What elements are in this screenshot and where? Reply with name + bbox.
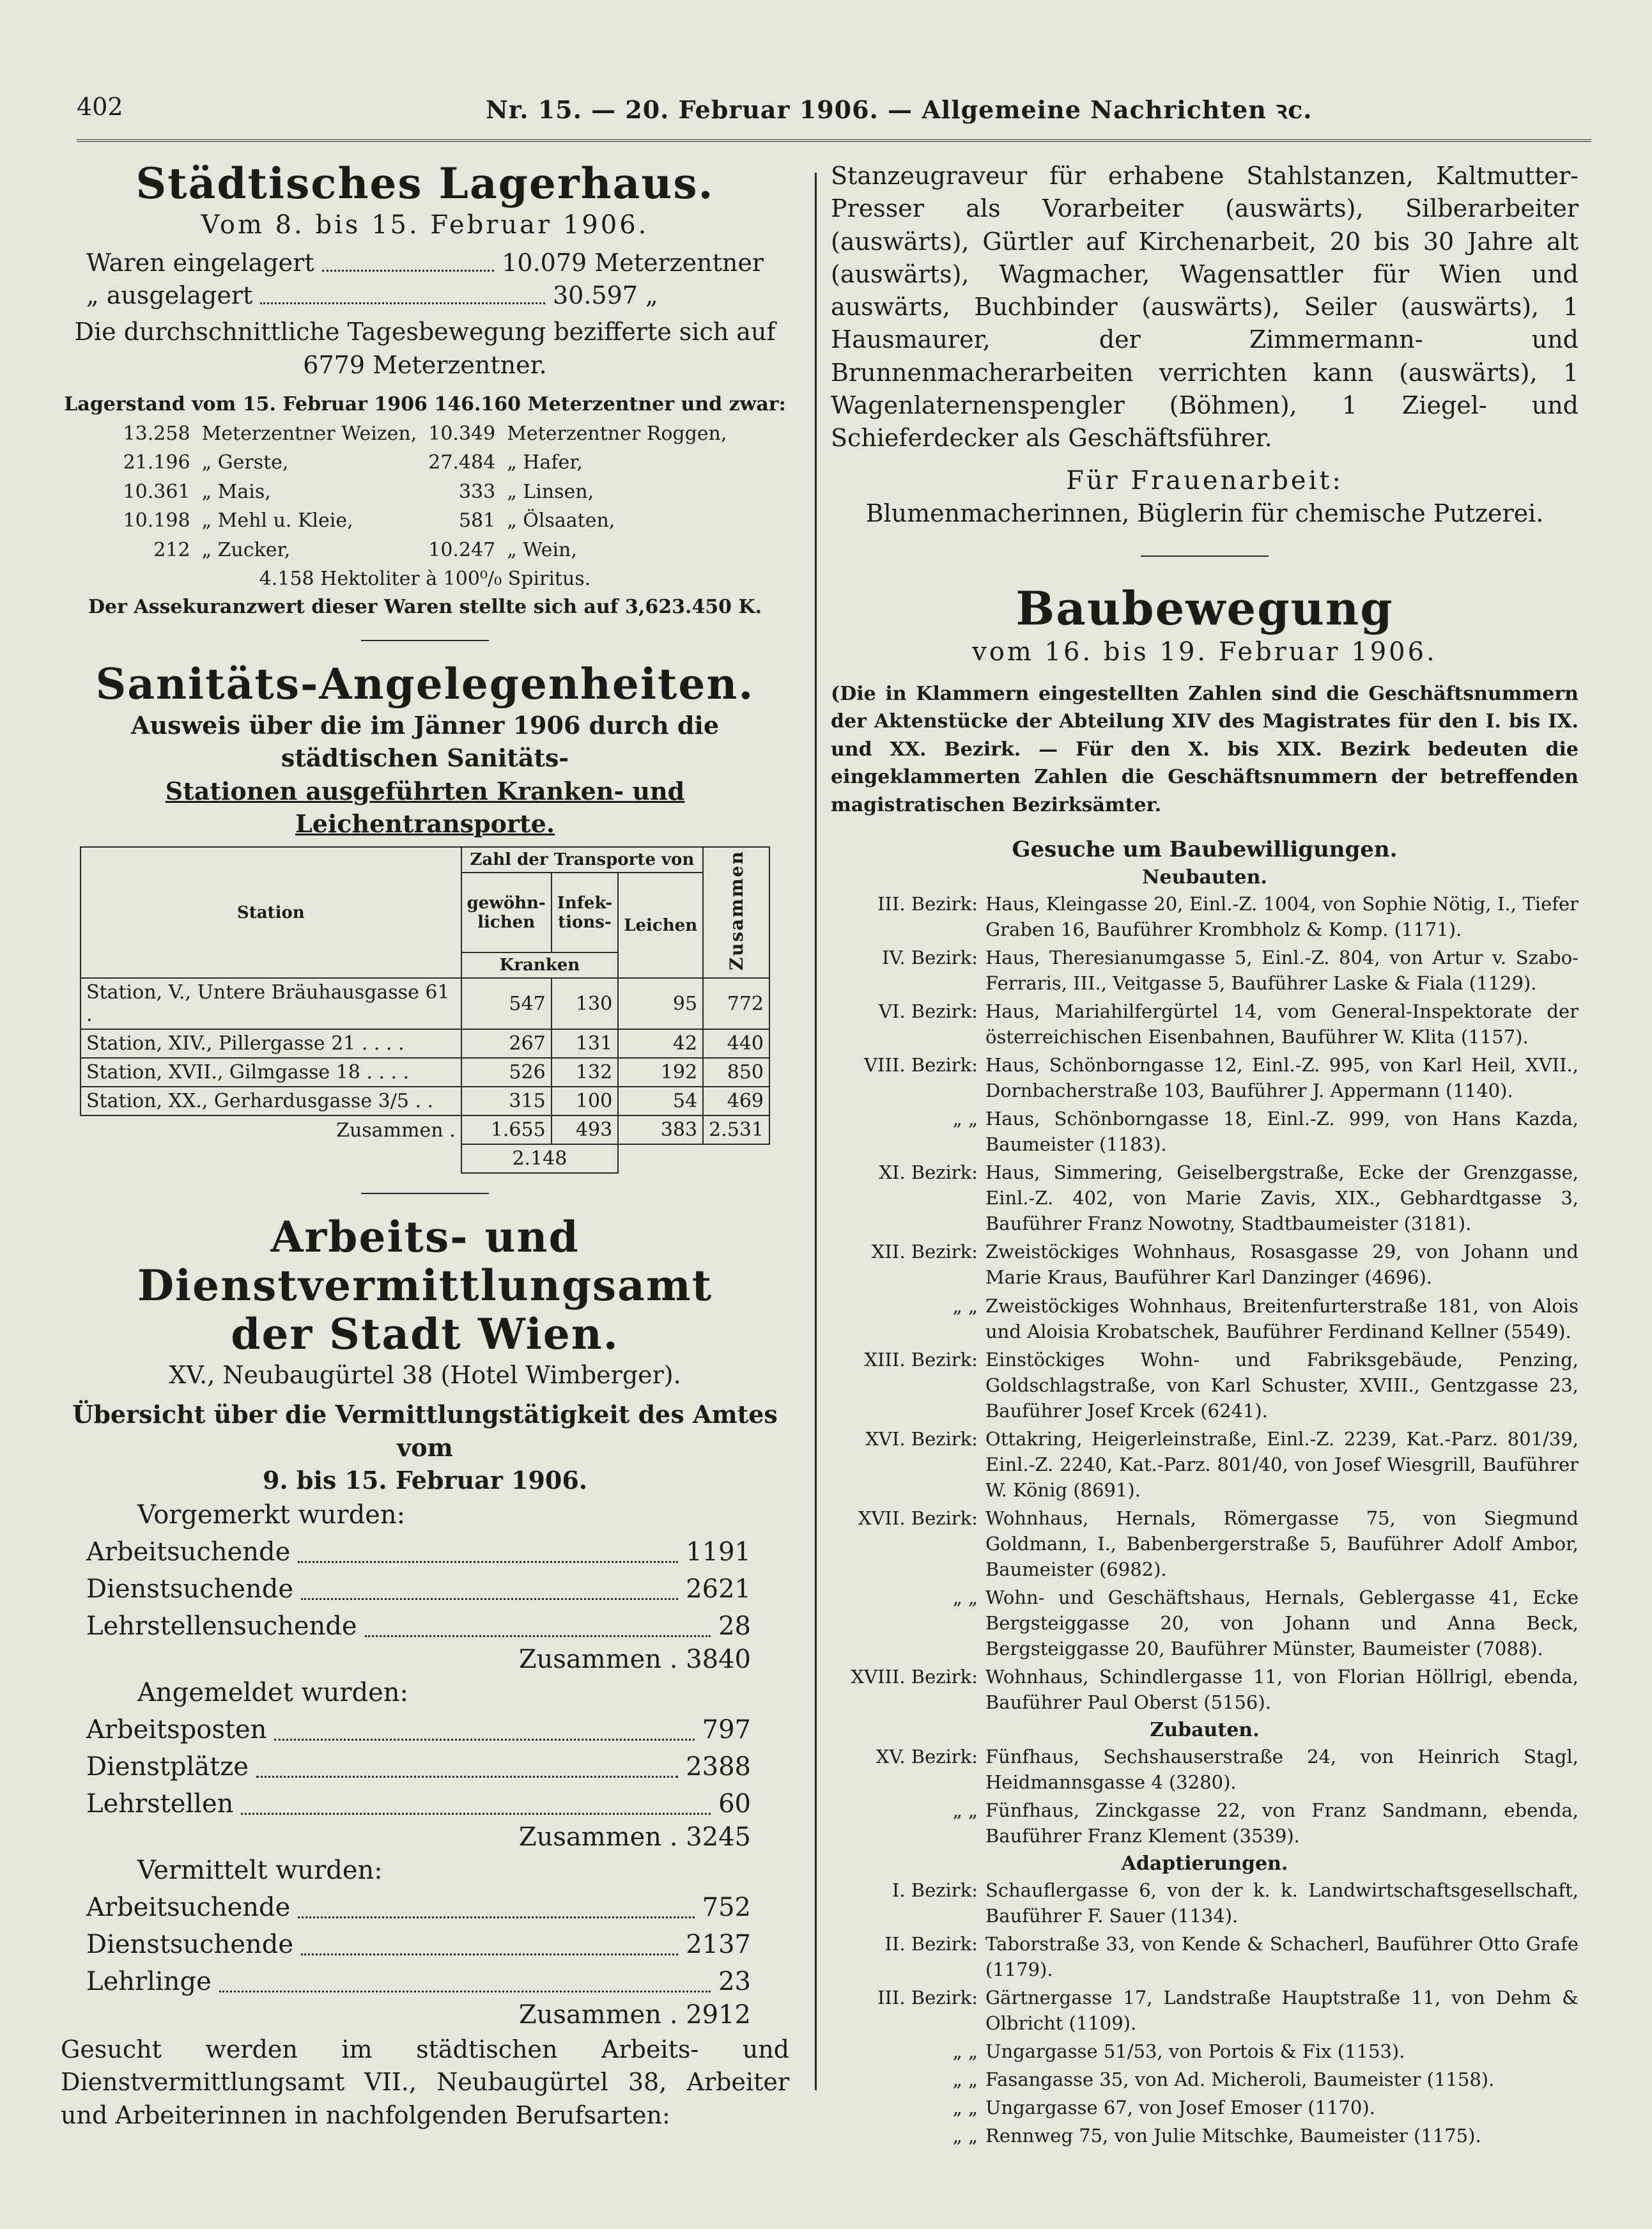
list-item <box>831 1664 1579 1715</box>
stat-label: Arbeitsposten <box>86 1715 267 1745</box>
list-item <box>831 945 1579 996</box>
entry-text: Haus, Theresianumgasse 5, Einl.-Z. 804, von Artur v. Szabo-Ferraris, III., Veitgasse 5, Bauführer Laske & Fiala (1129). <box>985 947 1579 995</box>
sanitaet-title: Sanitäts-Angelegenheiten. <box>95 659 755 710</box>
table-row <box>81 1029 769 1058</box>
col-inf-header: Infek-tions- <box>552 873 619 952</box>
district-label: XIII. Bezirk: <box>864 1348 978 1371</box>
arbeitsamt-overview-1: Übersicht über die Vermittlungstätigkeit des Amtes vom <box>72 1400 778 1462</box>
table-cell: 772 <box>703 978 769 1029</box>
list-item <box>831 1106 1579 1157</box>
lagerhaus-out-value: 30.597 „ <box>553 281 658 310</box>
stat-value: 2621 <box>686 1574 751 1604</box>
table-cell: 130 <box>552 978 619 1029</box>
stock-row <box>118 478 732 506</box>
list-item <box>831 1293 1579 1344</box>
district-label: VI. Bezirk: <box>878 1000 978 1023</box>
list-item <box>831 1505 1579 1582</box>
stat-row <box>86 1608 751 1645</box>
list-item <box>831 1744 1579 1795</box>
entry-text: Gärtnergasse 17, Landstraße Hauptstraße 11, von Dehm & Olbricht (1109). <box>985 1986 1579 2034</box>
list-item <box>831 2123 1579 2148</box>
district-label: XVII. Bezirk: <box>858 1507 978 1529</box>
dot-leader <box>241 1785 711 1815</box>
entry-text: Haus, Schönborngasse 18, Einl.-Z. 999, von Hans Kazda, Baumeister (1183). <box>985 1108 1579 1156</box>
district-label: I. Bezirk: <box>892 1879 978 1901</box>
lagerhaus-stock-table <box>117 419 734 566</box>
baubewegung-section <box>831 582 1579 2148</box>
dot-leader <box>301 1926 678 1955</box>
col-gew-header: gewöhn-lichen <box>461 873 552 952</box>
entry-text: Wohnhaus, Schindlergasse 11, von Florian Höllrigl, ebenda, Bauführer Paul Oberst (5156). <box>985 1665 1579 1713</box>
entry-text: Zweistöckiges Wohnhaus, Rosasgasse 29, von Johann und Marie Kraus, Bauführer Karl Danzinger (4696). <box>985 1241 1579 1289</box>
women-text: Blumenmacherinnen, Büglerin für chemische Putzerei. <box>865 499 1544 527</box>
lagerhaus-period: Vom 8. bis 15. Februar 1906. <box>201 210 649 240</box>
total-inf: 493 <box>552 1115 619 1144</box>
table-cell: 192 <box>618 1058 703 1087</box>
entry-text: Fünfhaus, Zinckgasse 22, von Franz Sandmann, ebenda, Bauführer Franz Klement (3539). <box>985 1799 1579 1847</box>
district-label: „ „ <box>952 1799 978 1821</box>
stock-cell: 21.196 <box>123 451 190 474</box>
table-cell: 42 <box>618 1029 703 1058</box>
district-label: XI. Bezirk: <box>879 1161 978 1184</box>
table-cell: 54 <box>618 1087 703 1115</box>
district-label: III. Bezirk: <box>877 893 978 915</box>
stat-value: 2388 <box>686 1752 751 1782</box>
stat-label: Dienstsuchende <box>86 1574 294 1604</box>
stat-value: 752 <box>702 1893 751 1923</box>
stat-total: Zusammen . 3245 <box>518 1822 751 1852</box>
arbeitsamt-title-1: Arbeits- und Dienstvermittlungsamt <box>137 1212 713 1311</box>
entry-text: Zweistöckiges Wohnhaus, Breitenfurterstraße 181, von Alois und Aloisia Krobatschek, Bauführer Ferdinand Kellner (5549). <box>985 1294 1579 1342</box>
list-item <box>831 1798 1579 1849</box>
entry-text: Schauflergasse 6, von der k. k. Landwirtschaftsgesellschaft, Bauführer F. Sauer (1134). <box>985 1879 1579 1927</box>
table-cell: Station, XVII., Gilmgasse 18 . . . . <box>81 1058 461 1087</box>
stock-cell: Meterzentner Roggen, <box>507 422 727 445</box>
entry-text: Wohnhaus, Hernals, Römergasse 75, von Siegmund Goldmann, I., Babenbergerstraße 5, Bauführer Adolf Ambor, Baumeister (6982). <box>985 1507 1579 1580</box>
zubauten-title: Zubauten. <box>1150 1718 1260 1741</box>
lagerhaus-daily-1: Die durchschnittliche Tagesbewegung bezifferte sich auf <box>74 318 776 346</box>
stock-cell: 13.258 <box>123 422 190 445</box>
dot-leader <box>274 1711 694 1741</box>
lagerhaus-in-row <box>86 247 764 279</box>
table-cell: 850 <box>703 1058 769 1087</box>
stock-cell: „ Zucker, <box>201 538 291 561</box>
dot-leader <box>260 279 545 304</box>
stat-heading: Angemeldet wurden: <box>137 1678 409 1708</box>
stock-cell: „ Ölsaaten, <box>507 509 615 532</box>
kranken-sum: 2.148 <box>461 1144 619 1173</box>
arbeitsamt-overview-2: 9. bis 15. Februar 1906. <box>262 1465 588 1495</box>
lagerhaus-insurance: Der Assekuranzwert dieser Waren stellte sich auf 3,623.450 K. <box>88 595 762 618</box>
col-leichen-header: Leichen <box>618 873 703 978</box>
stock-cell: „ Hafer, <box>507 451 583 474</box>
list-item <box>831 2067 1579 2092</box>
table-cell: 95 <box>618 978 703 1029</box>
entry-text: Fasangasse 35, von Ad. Micheroli, Baumeister (1158). <box>985 2068 1495 2090</box>
stat-row <box>86 1571 751 1608</box>
neubauten-list <box>831 891 1579 1714</box>
adapt-title: Adaptierungen. <box>1121 1852 1288 1875</box>
dot-leader <box>322 247 495 272</box>
column-rule <box>815 173 817 2090</box>
sanitaet-section <box>61 660 789 1174</box>
stock-cell: „ Mehl u. Kleie, <box>201 509 353 532</box>
sanitaet-table <box>80 846 770 1174</box>
stat-label: Arbeitsuchende <box>86 1893 291 1923</box>
stock-cell: 10.247 <box>428 538 496 561</box>
adapt-list <box>831 1877 1579 2148</box>
arbeitsamt-section <box>61 1213 789 2132</box>
entry-text: Rennweg 75, von Julie Mitschke, Baumeister (1175). <box>985 2124 1481 2147</box>
table-row <box>81 1058 769 1087</box>
list-item <box>831 1239 1579 1290</box>
dot-leader <box>256 1748 678 1778</box>
table-cell: 267 <box>461 1029 552 1058</box>
district-label: XVI. Bezirk: <box>865 1427 978 1450</box>
stat-value: 60 <box>718 1789 751 1819</box>
stat-label: Dienstsuchende <box>86 1930 294 1960</box>
total-zus: 2.531 <box>703 1115 769 1144</box>
stat-label: Arbeitsuchende <box>86 1537 291 1567</box>
table-cell: 469 <box>703 1087 769 1115</box>
district-label: „ „ <box>952 2068 978 2090</box>
district-label: „ „ <box>952 1108 978 1130</box>
lagerhaus-section <box>61 160 789 621</box>
table-cell: 100 <box>552 1087 619 1115</box>
lagerhaus-spiritus: 4.158 Hektoliter à 100⁰/₀ Spiritus. <box>259 568 591 591</box>
section-divider <box>1141 555 1269 557</box>
list-item <box>831 1347 1579 1424</box>
table-total-row <box>81 1115 769 1144</box>
total-leichen: 383 <box>618 1115 703 1144</box>
arbeitsamt-stats <box>61 1500 789 2030</box>
district-label: IV. Bezirk: <box>882 947 978 969</box>
list-item <box>831 2039 1579 2064</box>
header-rule <box>77 139 1591 142</box>
table-cell: Station, XIV., Pillergasse 21 . . . . <box>81 1029 461 1058</box>
arbeitsamt-closing: Gesucht werden im städtischen Arbeits- und Dienstvermittlungsamt VII., Neubaugürtel 38, Arbeiter und Arbeiterinnen in nachfolgenden Berufsarten: <box>61 2035 789 2129</box>
running-title: Nr. 15. — 20. Februar 1906. — Allgemeine Nachrichten ꝛc. <box>486 95 1313 124</box>
stock-cell: „ Mais, <box>201 480 271 503</box>
entry-text: Fünfhaus, Sechshauserstraße 24, von Heinrich Stagl, Heidmannsgasse 4 (3280). <box>985 1745 1579 1793</box>
entry-text: Ungargasse 51/53, von Portois & Fix (1153). <box>985 2040 1405 2062</box>
district-label: III. Bezirk: <box>877 1986 978 2008</box>
district-label: „ „ <box>952 2040 978 2062</box>
stat-value: 23 <box>718 1967 751 1997</box>
women-heading: Für Frauenarbeit: <box>1066 465 1343 495</box>
col-station-header: Station <box>81 847 461 978</box>
stock-cell: 10.349 <box>428 422 496 445</box>
table-cell: Station, XX., Gerhardusgasse 3/5 . . <box>81 1087 461 1115</box>
sanitaet-subtitle-1: Ausweis über die im Jänner 1906 durch die städtischen Sanitäts- <box>130 710 720 773</box>
table-row <box>81 1087 769 1115</box>
list-item <box>831 998 1579 1050</box>
district-label: VIII. Bezirk: <box>864 1054 978 1076</box>
district-label: XVIII. Bezirk: <box>851 1665 978 1688</box>
stat-row <box>86 1963 751 2000</box>
stock-cell: 10.361 <box>123 480 190 503</box>
list-item <box>831 1052 1579 1103</box>
dot-leader <box>365 1608 711 1637</box>
arbeitsamt-address: XV., Neubaugürtel 38 (Hotel Wimberger). <box>169 1360 681 1389</box>
left-column <box>61 160 789 2132</box>
jobs-list: Stanzeugraveur für erhabene Stahlstanzen, Kaltmutter-Presser als Vorarbeiter (auswärts), Silberarbeiter (auswärts), Gürtler auf Kirchenarbeit, 20 bis 30 Jahre alt (auswärts), Wagmacher, Wagensattler für Wien und auswärts, Buchbinder (auswärts), Seiler (auswärts), 1 Hausmaurer, der Zimmermann- und Brunnenmacherarbeiten verrichten kann (auswärts), 1 Wagenlaternenspengler (Böhmen), 1 Ziegel- und Schieferdecker als Geschäftsführer. <box>831 162 1579 453</box>
col-kranken-header: Kranken <box>461 952 619 978</box>
stock-cell: 581 <box>458 509 496 532</box>
table-cell: 132 <box>552 1058 619 1087</box>
stat-row <box>86 1534 751 1571</box>
stat-value: 797 <box>702 1715 751 1745</box>
stock-row <box>118 536 732 564</box>
table-cell: 315 <box>461 1087 552 1115</box>
list-item <box>831 1931 1579 1982</box>
entry-text: Ottakring, Heigerleinstraße, Einl.-Z. 2239, Kat.-Parz. 801/39, Einl.-Z. 2240, Kat.-Parz. 801/40, von Josef Wiesgrill, Bauführer W. König (8691). <box>985 1427 1579 1501</box>
stock-cell: Meterzentner Weizen, <box>201 422 417 445</box>
arbeitsamt-title-2: der Stadt Wien. <box>231 1309 619 1360</box>
table-cell: 440 <box>703 1029 769 1058</box>
list-item <box>831 1160 1579 1236</box>
lagerhaus-daily-2: 6779 Meterzentner. <box>303 350 547 379</box>
district-label: „ „ <box>952 1586 978 1608</box>
section-divider <box>361 640 489 641</box>
district-label: XII. Bezirk: <box>871 1241 978 1263</box>
sanitaet-subtitle-2: Stationen ausgeführten Kranken- und Leichentransporte. <box>165 776 685 838</box>
page-number: 402 <box>77 93 123 121</box>
stock-row <box>118 420 732 448</box>
table-row <box>81 978 769 1029</box>
page-header <box>77 93 1591 131</box>
dot-leader <box>301 1571 678 1600</box>
col-group-header: Zahl der Transporte von <box>461 847 703 873</box>
neubauten-title: Neubauten. <box>1142 866 1267 889</box>
total-gew: 1.655 <box>461 1115 552 1144</box>
district-label: „ „ <box>952 1294 978 1317</box>
lagerhaus-in-label: Waren eingelagert <box>86 248 314 277</box>
zubauten-list <box>831 1744 1579 1849</box>
stat-label: Lehrlinge <box>86 1967 212 1997</box>
table-cell: Station, V., Untere Bräuhausgasse 61 . <box>81 978 461 1029</box>
baubewegung-note: (Die in Klammern eingestellten Zahlen sind die Geschäftsnummern der Aktenstücke der Abteilung XIV des Magistrates für den I. bis IX. und XX. Bezirk. — Für den X. bis XIX. Bezirk bedeuten die eingeklammerten Zahlen die Geschäftsnummern der betreffenden magistratischen Bezirksämter. <box>831 682 1579 816</box>
stat-label: Dienstplätze <box>86 1752 249 1782</box>
entry-text: Haus, Kleingasse 20, Einl.-Z. 1004, von Sophie Nötig, I., Tiefer Graben 16, Bauführer Krombholz & Komp. (1171). <box>985 893 1579 941</box>
list-item <box>831 1877 1579 1929</box>
dot-leader <box>298 1534 678 1563</box>
entry-text: Haus, Schönborngasse 12, Einl.-Z. 995, von Karl Heil, XVII., Dornbacherstraße 103, Bauführer J. Appermann (1140). <box>985 1054 1579 1102</box>
dot-leader <box>298 1889 694 1918</box>
entry-text: Haus, Simmering, Geiselbergstraße, Ecke der Grenzgasse, Einl.-Z. 402, von Marie Zavis, XIX., Gebhardtgasse 3, Bauführer Franz Nowotny, Stadtbaumeister (3181). <box>985 1161 1579 1235</box>
list-item <box>831 1985 1579 2036</box>
right-column <box>831 160 1579 2151</box>
stat-row <box>86 1711 751 1748</box>
stat-row <box>86 1926 751 1963</box>
entry-text: Haus, Mariahilfergürtel 14, vom General-Inspektorate der österreichischen Eisenbahnen, Bauführer W. Klita (1157). <box>985 1000 1579 1048</box>
stat-heading: Vorgemerkt wurden: <box>137 1500 406 1530</box>
entry-text: Ungargasse 67, von Josef Emoser (1170). <box>985 2096 1375 2118</box>
col-total-header: Zusammen <box>703 847 769 978</box>
stock-row <box>118 507 732 535</box>
list-item <box>831 1585 1579 1661</box>
table-cell: 131 <box>552 1029 619 1058</box>
stock-cell: 10.198 <box>123 509 190 532</box>
lagerhaus-stock-intro: Lagerstand vom 15. Februar 1906 146.160 Meterzentner und zwar: <box>64 393 786 416</box>
lagerhaus-title: Städtisches Lagerhaus. <box>135 159 714 208</box>
lagerhaus-out-label: „ ausgelagert <box>86 281 253 310</box>
entry-text: Wohn- und Geschäftshaus, Hernals, Geblergasse 41, Ecke Bergsteiggasse 20, von Johann und Anna Beck, Bergsteiggasse 20, Bauführer Münster, Baumeister (7088). <box>985 1586 1579 1659</box>
district-label: „ „ <box>952 2124 978 2147</box>
entry-text: Taborstraße 33, von Kende & Schacherl, Bauführer Otto Grafe (1179). <box>985 1932 1579 1980</box>
dot-leader <box>219 1963 711 1992</box>
section-title: Gesuche um Baubewilligungen. <box>1012 837 1398 863</box>
baubewegung-period: vom 16. bis 19. Februar 1906. <box>972 637 1437 667</box>
stat-heading: Vermittelt wurden: <box>137 1856 383 1886</box>
entry-text: Einstöckiges Wohn- und Fabriksgebäude, Penzing, Goldschlagstraße, von Karl Schuster, XVIII., Gentzgasse 23, Bauführer Josef Krcek (6241). <box>985 1348 1579 1422</box>
list-item <box>831 891 1579 942</box>
section-divider <box>361 1193 489 1194</box>
baubewegung-title: Baubewegung <box>1015 580 1394 635</box>
stat-row <box>86 1748 751 1785</box>
stat-row <box>86 1889 751 1926</box>
lagerhaus-out-row <box>86 279 764 312</box>
total-label: Zusammen . <box>336 1119 456 1142</box>
table-cell: 526 <box>461 1058 552 1087</box>
table-cell: 547 <box>461 978 552 1029</box>
district-label: II. Bezirk: <box>884 1932 978 1955</box>
district-label: „ „ <box>952 2096 978 2118</box>
stock-cell: 333 <box>458 480 496 503</box>
stat-value: 2137 <box>686 1930 751 1960</box>
lagerhaus-in-value: 10.079 Meterzentner <box>502 248 764 277</box>
district-label: XV. Bezirk: <box>876 1745 978 1767</box>
stock-cell: „ Gerste, <box>201 451 289 474</box>
stock-cell: 212 <box>153 538 190 561</box>
stock-cell: 27.484 <box>428 451 496 474</box>
stat-value: 1191 <box>686 1537 751 1567</box>
stat-label: Lehrstellen <box>86 1789 234 1819</box>
list-item <box>831 1426 1579 1503</box>
stock-row <box>118 449 732 477</box>
list-item <box>831 2095 1579 2120</box>
stat-label: Lehrstellensuchende <box>86 1612 357 1642</box>
stat-value: 28 <box>718 1612 751 1642</box>
stock-cell: „ Wein, <box>507 538 577 561</box>
stat-row <box>86 1785 751 1822</box>
stock-cell: „ Linsen, <box>507 480 594 503</box>
stat-total: Zusammen . 2912 <box>518 2000 751 2030</box>
stat-total: Zusammen . 3840 <box>518 1645 751 1675</box>
